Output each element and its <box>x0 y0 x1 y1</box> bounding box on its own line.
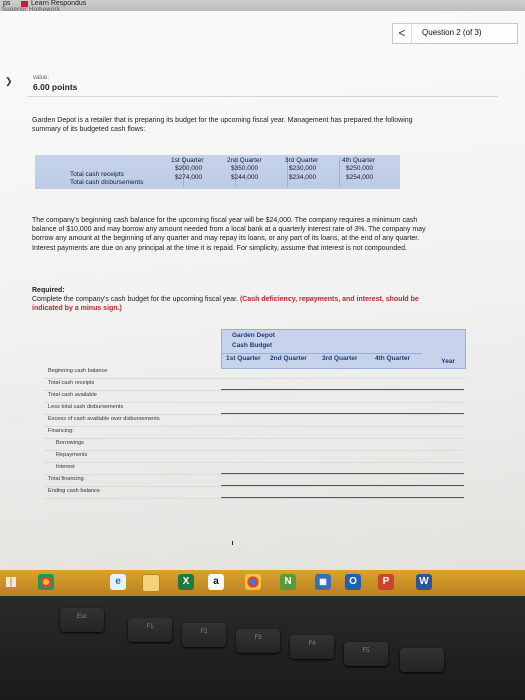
start-icon[interactable] <box>6 577 16 587</box>
cash-budget-table <box>44 329 464 517</box>
summary-cell: $200,000 <box>175 165 203 172</box>
f3-key-label: F3 <box>254 635 262 641</box>
column-header-q1: 1st Quarter <box>226 355 261 362</box>
receipts-input[interactable] <box>221 379 464 390</box>
row-label-repayments: Repayments <box>56 452 88 458</box>
row-label-total-available: Total cash available <box>48 392 97 398</box>
summary-cell: $234,000 <box>289 174 317 181</box>
tab-learn-respondus[interactable]: Learn Respondus <box>31 0 87 7</box>
laptop-keyboard <box>0 596 525 700</box>
question-counter[interactable]: Question 2 (of 3) <box>422 28 482 37</box>
row-label-excess: Excess of cash available over disbursements <box>48 416 160 422</box>
ending-cash-input[interactable] <box>221 487 464 498</box>
column-header-q4: 4th Quarter <box>375 355 411 362</box>
table-row <box>44 415 464 427</box>
total-financing-input[interactable] <box>221 475 464 486</box>
borrowings-input[interactable] <box>221 439 464 449</box>
chrome-icon-2[interactable] <box>245 574 261 590</box>
table-row <box>44 463 464 475</box>
required-block <box>32 286 434 314</box>
chrome-icon[interactable] <box>38 574 54 590</box>
budget-company: Garden Depot <box>232 332 275 339</box>
required-label: Required: <box>32 287 65 294</box>
table-row <box>44 391 464 403</box>
f4-key <box>290 635 334 659</box>
f2-key-label: F2 <box>200 629 208 635</box>
summary-header: 3rd Quarter <box>285 157 319 164</box>
value-label: value: <box>33 75 50 81</box>
outlook-icon[interactable]: O <box>345 574 361 590</box>
table-row <box>44 367 464 379</box>
explorer-icon[interactable] <box>142 574 160 592</box>
summary-cell: $250,000 <box>346 165 374 172</box>
calculator-icon[interactable]: ▦ <box>315 574 331 590</box>
f5-key <box>344 642 388 666</box>
f2-key <box>182 623 226 647</box>
table-row <box>44 439 464 451</box>
row-label-financing: Financing: <box>48 428 74 434</box>
table-row <box>44 475 464 487</box>
word-icon[interactable]: W <box>416 574 432 590</box>
f5-key-label: F5 <box>362 648 370 654</box>
points-value: 6.00 points <box>33 82 78 92</box>
repayments-input[interactable] <box>221 451 464 461</box>
row-label-interest: Interest <box>56 464 75 470</box>
table-row <box>44 451 464 463</box>
row-label-disbursements: Less total cash disbursements <box>48 404 124 410</box>
table-row <box>44 403 464 415</box>
summary-header: 2nd Quarter <box>227 157 262 164</box>
summary-cell: $350,000 <box>231 165 259 172</box>
summary-cell: $254,000 <box>346 174 374 181</box>
question-assumptions: The company's beginning cash balance for the upcoming fiscal year will be $24,000. The company requires a minimum cash balance of $10,000 and may borrow any amount needed from a local bank at a quarterly interest rate of 3%. The company may borrow any amount at the beginning of any quarter and may repay its loans, or any part of its loans, at the end of any quarter. Interest payments are due on any principal at the time it is repaid. For simplicity, assume that interest is not compounded. <box>32 217 426 252</box>
row-label-ending-cash: Ending cash balance <box>48 488 100 494</box>
budget-title: Cash Budget <box>232 342 273 349</box>
column-header-year: Year <box>441 358 455 365</box>
powerpoint-icon[interactable]: P <box>378 574 394 590</box>
required-text: Complete the company's cash budget for the upcoming fiscal year. <box>32 296 239 304</box>
row-label-borrowings: Borrowings <box>56 440 84 446</box>
excel-icon[interactable]: X <box>178 574 194 590</box>
column-header-q2: 2nd Quarter <box>270 355 307 362</box>
row-label-total-financing: Total financing <box>48 476 84 482</box>
summary-cell: $230,000 <box>289 165 317 172</box>
summary-header: 1st Quarter <box>171 157 204 164</box>
ie-icon[interactable]: e <box>110 574 126 590</box>
question-intro: Garden Depot is a retailer that is preparing its budget for the upcoming fiscal year. Management has prepared the following summary of its budgeted cash flows: <box>32 117 413 134</box>
f4-key-label: F4 <box>308 641 316 647</box>
excess-input[interactable] <box>221 415 464 425</box>
superior-homework-text: Superior Homework <box>2 7 61 11</box>
summary-cell: $244,000 <box>231 174 259 181</box>
amazon-icon[interactable]: a <box>208 574 224 590</box>
row-label-receipts: Total cash receipts <box>48 380 95 386</box>
table-row <box>44 427 464 439</box>
esc-key-label: Esc <box>76 614 87 620</box>
mouse-cursor-icon <box>232 541 236 545</box>
windows-taskbar <box>0 570 525 596</box>
f3-key <box>236 629 280 653</box>
f6-key <box>400 648 444 672</box>
table-row <box>44 487 464 499</box>
summary-row-label: Total cash disbursements <box>70 179 144 186</box>
total-available-input[interactable] <box>221 391 464 401</box>
disbursements-input[interactable] <box>221 403 464 414</box>
f1-key <box>128 618 172 642</box>
summary-cell: $274,000 <box>175 174 203 181</box>
divider <box>28 96 498 97</box>
tab-fragment[interactable]: ps <box>3 0 11 7</box>
notepad-icon[interactable]: N <box>280 574 296 590</box>
esc-key <box>60 608 104 632</box>
previous-question-button[interactable]: < <box>393 24 412 43</box>
summary-header: 4th Quarter <box>342 157 375 164</box>
header-divider <box>222 353 422 354</box>
required-note: (Cash deficiency, repayments, and interest, should be indicated by a minus sign.) <box>32 296 419 313</box>
question-navigator <box>392 23 518 44</box>
browser-tab-strip <box>0 0 525 11</box>
f1-key-label: F1 <box>146 624 154 630</box>
column-divider <box>339 157 340 187</box>
row-label-beginning-cash: Beginning cash balance <box>48 368 108 374</box>
beginning-cash-input[interactable] <box>221 367 464 377</box>
interest-input[interactable] <box>221 463 464 474</box>
column-header-q3: 3rd Quarter <box>322 355 358 362</box>
cash-budget-header <box>221 329 466 369</box>
summary-row-label: Total cash receipts <box>70 171 124 178</box>
budget-summary-table <box>35 155 400 189</box>
table-row <box>44 379 464 391</box>
collapse-arrow-icon[interactable]: ❯ <box>5 76 13 86</box>
